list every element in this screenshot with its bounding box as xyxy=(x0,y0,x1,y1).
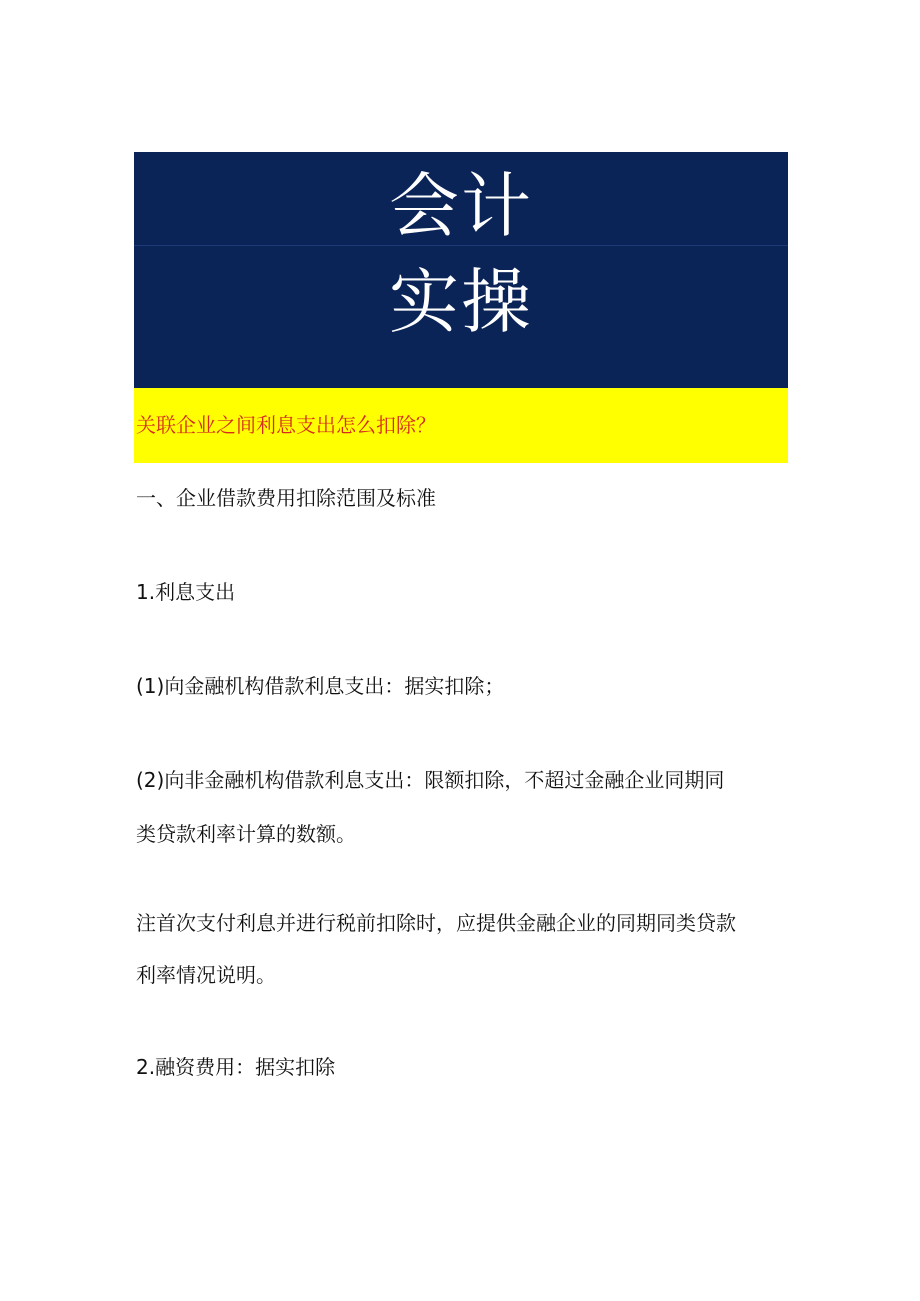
title-banner xyxy=(134,152,788,388)
note-line2: 利率情况说明。 xyxy=(136,963,276,987)
note-line1: 注首次支付利息并进行税前扣除时，应提供金融企业的同期同类贷款 xyxy=(136,911,736,935)
banner-title-line1: 会计 xyxy=(389,165,533,247)
item-non-financial-line1: (2)向非金融机构借款利息支出：限额扣除，不超过金融企业同期同 xyxy=(136,768,725,792)
subheading-financing-fees: 2.融资费用：据实扣除 xyxy=(136,1055,336,1079)
section-heading: 一、企业借款费用扣除范围及标准 xyxy=(136,486,436,510)
question-highlight-bar xyxy=(134,388,788,463)
banner-title-line2: 实操 xyxy=(389,261,533,343)
item-non-financial-line2: 类贷款利率计算的数额。 xyxy=(136,822,356,846)
item-financial-institution: (1)向金融机构借款利息支出：据实扣除； xyxy=(136,674,505,698)
question-text: 关联企业之间利息支出怎么扣除？ xyxy=(136,413,436,437)
subheading-interest: 1.利息支出 xyxy=(136,580,236,604)
